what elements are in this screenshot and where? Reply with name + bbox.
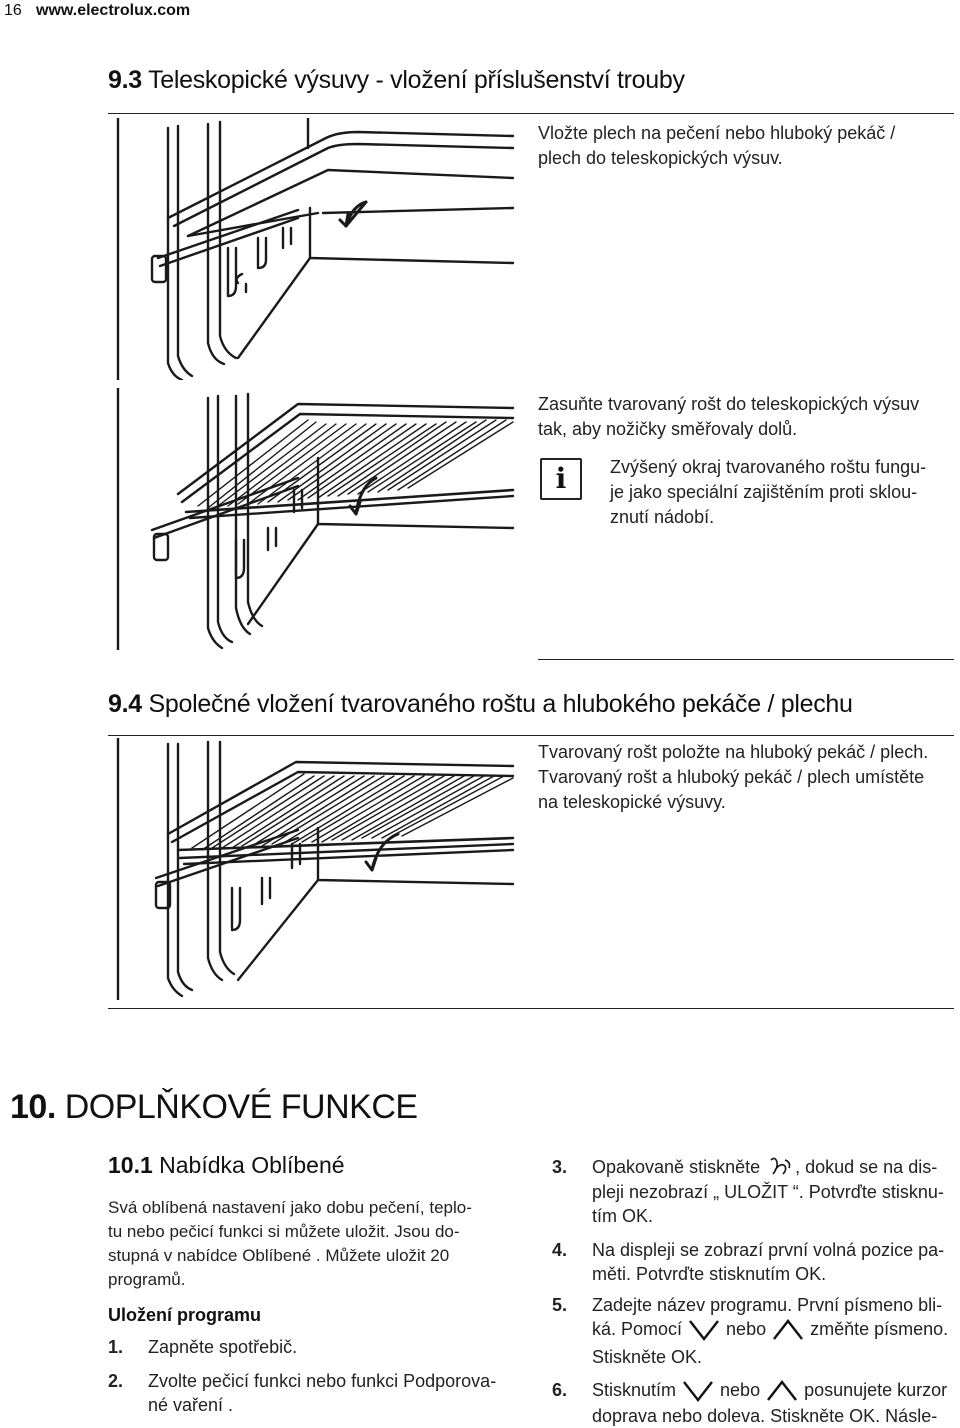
favourite-icon xyxy=(765,1156,795,1180)
divider xyxy=(108,735,954,736)
text-line xyxy=(592,1155,944,1180)
chevron-up-icon xyxy=(771,1317,805,1343)
figure-shelf-and-tray-insert xyxy=(108,738,518,1000)
text-fragment: , dokud se na dis- xyxy=(795,1157,938,1177)
section-title: Teleskopické výsuvy - vložení příslušenství trouby xyxy=(148,66,685,94)
text-line: je jako speciální zajištěním proti sklou- xyxy=(610,482,918,502)
text-line: Na displeji se zobrazí první volná pozice pa- xyxy=(592,1240,945,1260)
instruction-text xyxy=(538,121,895,171)
step-text xyxy=(148,1369,496,1417)
text-line: na teleskopické výsuvy. xyxy=(538,792,726,812)
step-number: 4. xyxy=(552,1240,568,1260)
step-number: 3. xyxy=(552,1157,568,1177)
step-number: 5. xyxy=(552,1295,568,1315)
info-icon: i xyxy=(540,458,582,500)
section-number: 9.3 xyxy=(108,66,142,94)
text-line: Tvarovaný rošt položte na hluboký pekáč / plech. xyxy=(538,742,929,762)
text-fragment: změňte písmeno. xyxy=(805,1319,949,1339)
section-9-4-heading xyxy=(108,690,853,719)
chapter-title: DOPLŇKOVÉ FUNKCE xyxy=(64,1088,418,1126)
step-item xyxy=(552,1155,952,1227)
section-number: 9.4 xyxy=(108,690,142,718)
text-line: Zasuňte tvarovaný rošt do teleskopických výsuv xyxy=(538,394,920,414)
header-url: www.electrolux.com xyxy=(36,2,191,19)
step-item xyxy=(108,1369,528,1417)
text-fragment: nebo xyxy=(721,1319,772,1339)
text-line: Vložte plech na pečení nebo hluboký pekáč / xyxy=(538,123,896,143)
section-10-1-heading xyxy=(108,1152,345,1179)
text-fragment: Stisknutím xyxy=(592,1380,682,1400)
text-fragment: Opakovaně stiskněte xyxy=(592,1157,766,1177)
text-line: né vaření . xyxy=(148,1395,234,1415)
step-item xyxy=(552,1238,952,1286)
step-number: 6. xyxy=(552,1380,568,1400)
text-fragment: ká. Pomocí xyxy=(592,1319,688,1339)
text-fragment: posunujete kurzor xyxy=(799,1380,948,1400)
instruction-text xyxy=(538,392,919,442)
divider xyxy=(108,113,954,114)
text-line: plech do teleskopických výsuv. xyxy=(538,148,783,168)
page-number: 16 xyxy=(4,2,22,19)
text-line xyxy=(592,1378,947,1404)
section-title: Nabídka Oblíbené xyxy=(159,1152,345,1178)
figure-tray-insert xyxy=(108,118,518,380)
text-line: Tvarovaný rošt a hluboký pekáč / plech umístěte xyxy=(538,767,925,787)
text-line: Zvýšený okraj tvarovaného roštu fungu- xyxy=(610,457,927,477)
section-title: Společné vložení tvarovaného roštu a hlubokého pekáče / plechu xyxy=(148,690,853,718)
info-note xyxy=(610,455,926,530)
text-line: tím OK. xyxy=(592,1206,654,1227)
subheading: Uložení programu xyxy=(108,1305,262,1325)
text-line: doprava nebo doleva. Stiskněte OK. Násle- xyxy=(592,1406,938,1426)
text-line: tak, aby nožičky směřovaly dolů. xyxy=(538,419,798,439)
step-text xyxy=(592,1238,944,1286)
step-text: Zapněte spotřebič. xyxy=(148,1337,298,1357)
chevron-up-icon xyxy=(765,1378,799,1404)
figure-wire-shelf-insert xyxy=(108,388,518,650)
step-text xyxy=(592,1293,948,1369)
step-item xyxy=(552,1378,952,1426)
step-item xyxy=(552,1293,952,1369)
text-line: Svá oblíbená nastavení jako dobu pečení, teplo- xyxy=(108,1198,472,1217)
step-number: 1. xyxy=(108,1337,124,1357)
divider xyxy=(108,1008,954,1009)
text-line: znutí nádobí. xyxy=(610,507,715,527)
step-number: 2. xyxy=(108,1371,124,1391)
divider xyxy=(538,659,954,660)
text-line: tu nebo pečicí funkci si můžete uložit. Jsou do- xyxy=(108,1222,460,1241)
text-fragment: nebo xyxy=(715,1380,766,1400)
chevron-down-icon xyxy=(681,1378,715,1404)
text-line: Zadejte název programu. První písmeno bli- xyxy=(592,1295,943,1315)
chevron-down-icon xyxy=(687,1317,721,1343)
section-number: 10.1 xyxy=(108,1152,153,1178)
instruction-text xyxy=(538,740,928,815)
chapter-heading xyxy=(10,1088,418,1127)
text-line: Zvolte pečicí funkci nebo funkci Podporova- xyxy=(148,1371,497,1391)
section-9-3-heading xyxy=(108,66,685,95)
favourites-intro xyxy=(108,1196,472,1292)
chapter-number: 10. xyxy=(10,1088,56,1126)
step-text xyxy=(592,1155,944,1228)
text-line: měti. Potvrďte stisknutím OK. xyxy=(592,1264,827,1284)
step-item xyxy=(108,1335,528,1359)
text-line: programů. xyxy=(108,1270,186,1289)
text-line xyxy=(592,1317,948,1345)
text-line: Stiskněte OK. xyxy=(592,1347,703,1367)
text-line: pleji nezobrazí „ ULOŽIT “. Potvrďte stisknu- xyxy=(592,1182,944,1203)
text-line: stupná v nabídce Oblíbené . Můžete uložit 20 xyxy=(108,1246,450,1265)
step-text xyxy=(592,1378,947,1428)
